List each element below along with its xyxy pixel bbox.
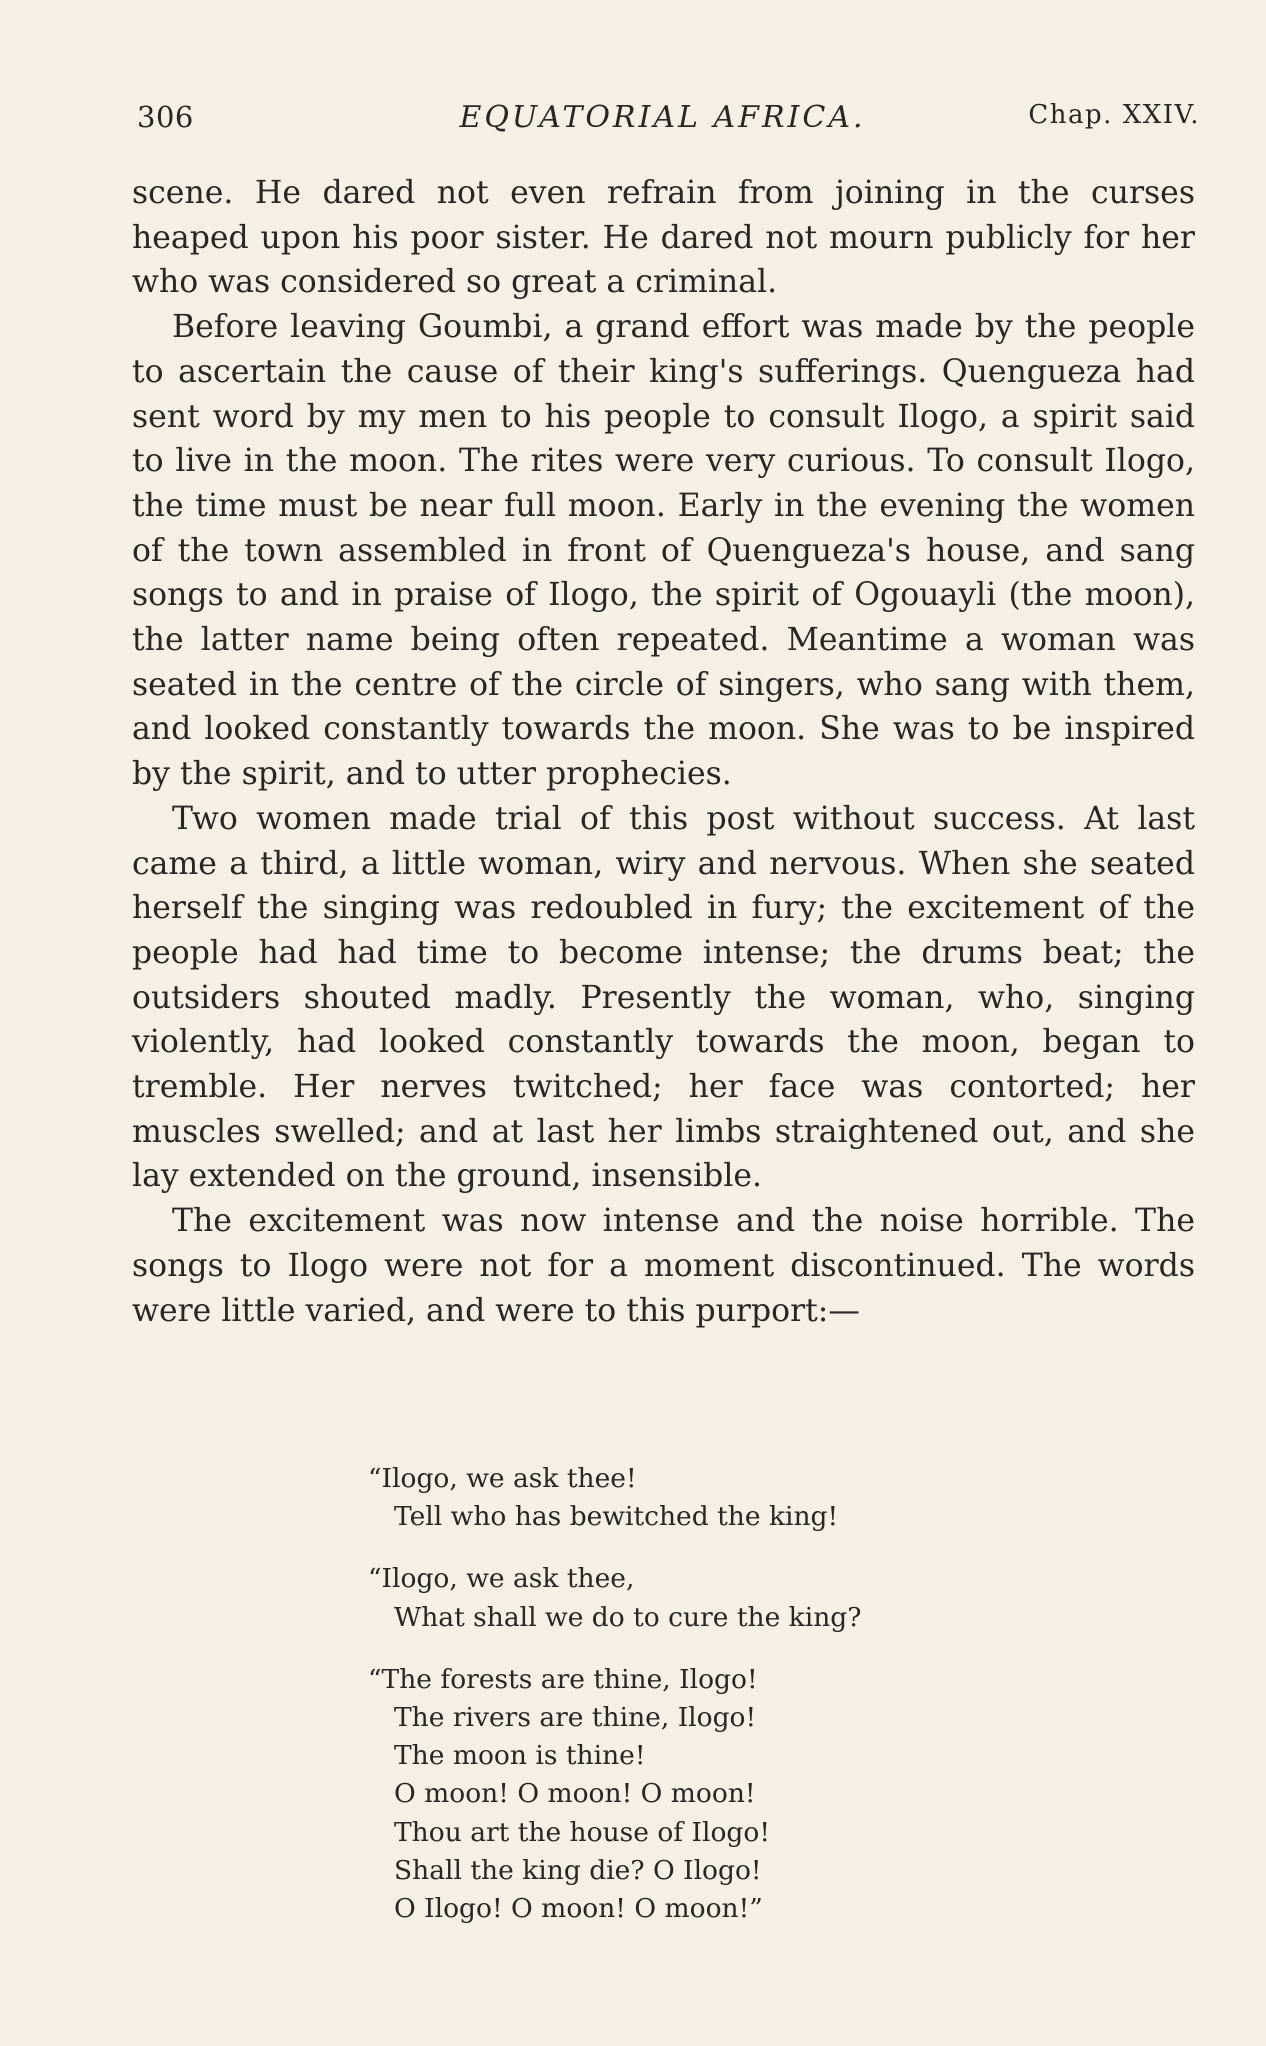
stanza-2 [368,1560,1018,1636]
verse-line: O moon! O moon! O moon! [394,1778,756,1810]
body-text [132,171,1195,1333]
page-header [137,100,1200,140]
verse-line: Thou art the house of Ilogo! [394,1816,770,1848]
verse-line: “Ilogo, we ask thee! [368,1463,637,1494]
song-verses [368,1460,1018,1952]
verse-line: O Ilogo! O moon! O moon!” [394,1893,763,1925]
verse-line: Shall the king die? O Ilogo! [394,1854,762,1886]
chapter-label: Chap. XXIV. [1028,100,1200,130]
paragraph-4: The excitement was now intense and the noise horrible. The songs to Ilogo were not for a moment discontinued. The words were little varied, and were to this purport:— [132,1203,1195,1329]
stanza-3 [368,1661,1018,1928]
verse-line: “The forests are thine, Ilogo! [368,1663,758,1695]
paragraph-1: scene. He dared not even refrain from joining in the curses heaped upon his poor sister. He dared not mourn publicly for her who was considered so great a criminal. [132,175,1195,301]
verse-line: The rivers are thine, Ilogo! [394,1702,757,1734]
verse-line: Tell who has bewitched the king! [394,1501,839,1533]
running-title: EQUATORIAL AFRICA. [459,100,866,135]
verse-line: What shall we do to cure the king? [394,1601,862,1633]
page-number: 306 [137,100,194,134]
verse-line: The moon is thine! [394,1740,646,1772]
paragraph-2: Before leaving Goumbi, a grand effort was made by the people to ascertain the cause of their king's sufferings. Quengueza had sent word by my men to his people to consult Ilogo, a spirit said to live in the moon. The rites were very curious. To consult Ilogo, the time must be near full moon. Early in the evening the women of the town assembled in front of Quengueza's house, and sang songs to and in praise of Ilogo, the spirit of Ogouayli (the moon), the latter name being often repeated. Meantime a woman was seated in the centre of the circle of singers, who sang with them, and looked constantly towards the moon. She was to be inspired by the spirit, and to utter prophecies. [132,309,1195,793]
verse-line: “Ilogo, we ask thee, [368,1563,635,1595]
paragraph-3: Two women made trial of this post without success. At last came a third, a little woman, wiry and nervous. When she seated herself the singing was redoubled in fury; the excitement of the people had had time to become intense; the drums beat; the outsiders shouted madly. Presently the woman, who, singing violently, had looked constantly towards the moon, began to tremble. Her nerves twitched; her face was contorted; her muscles swelled; and at last her limbs straightened out, and she lay extended on the ground, insensible. [132,800,1195,1195]
stanza-1 [368,1460,1018,1536]
